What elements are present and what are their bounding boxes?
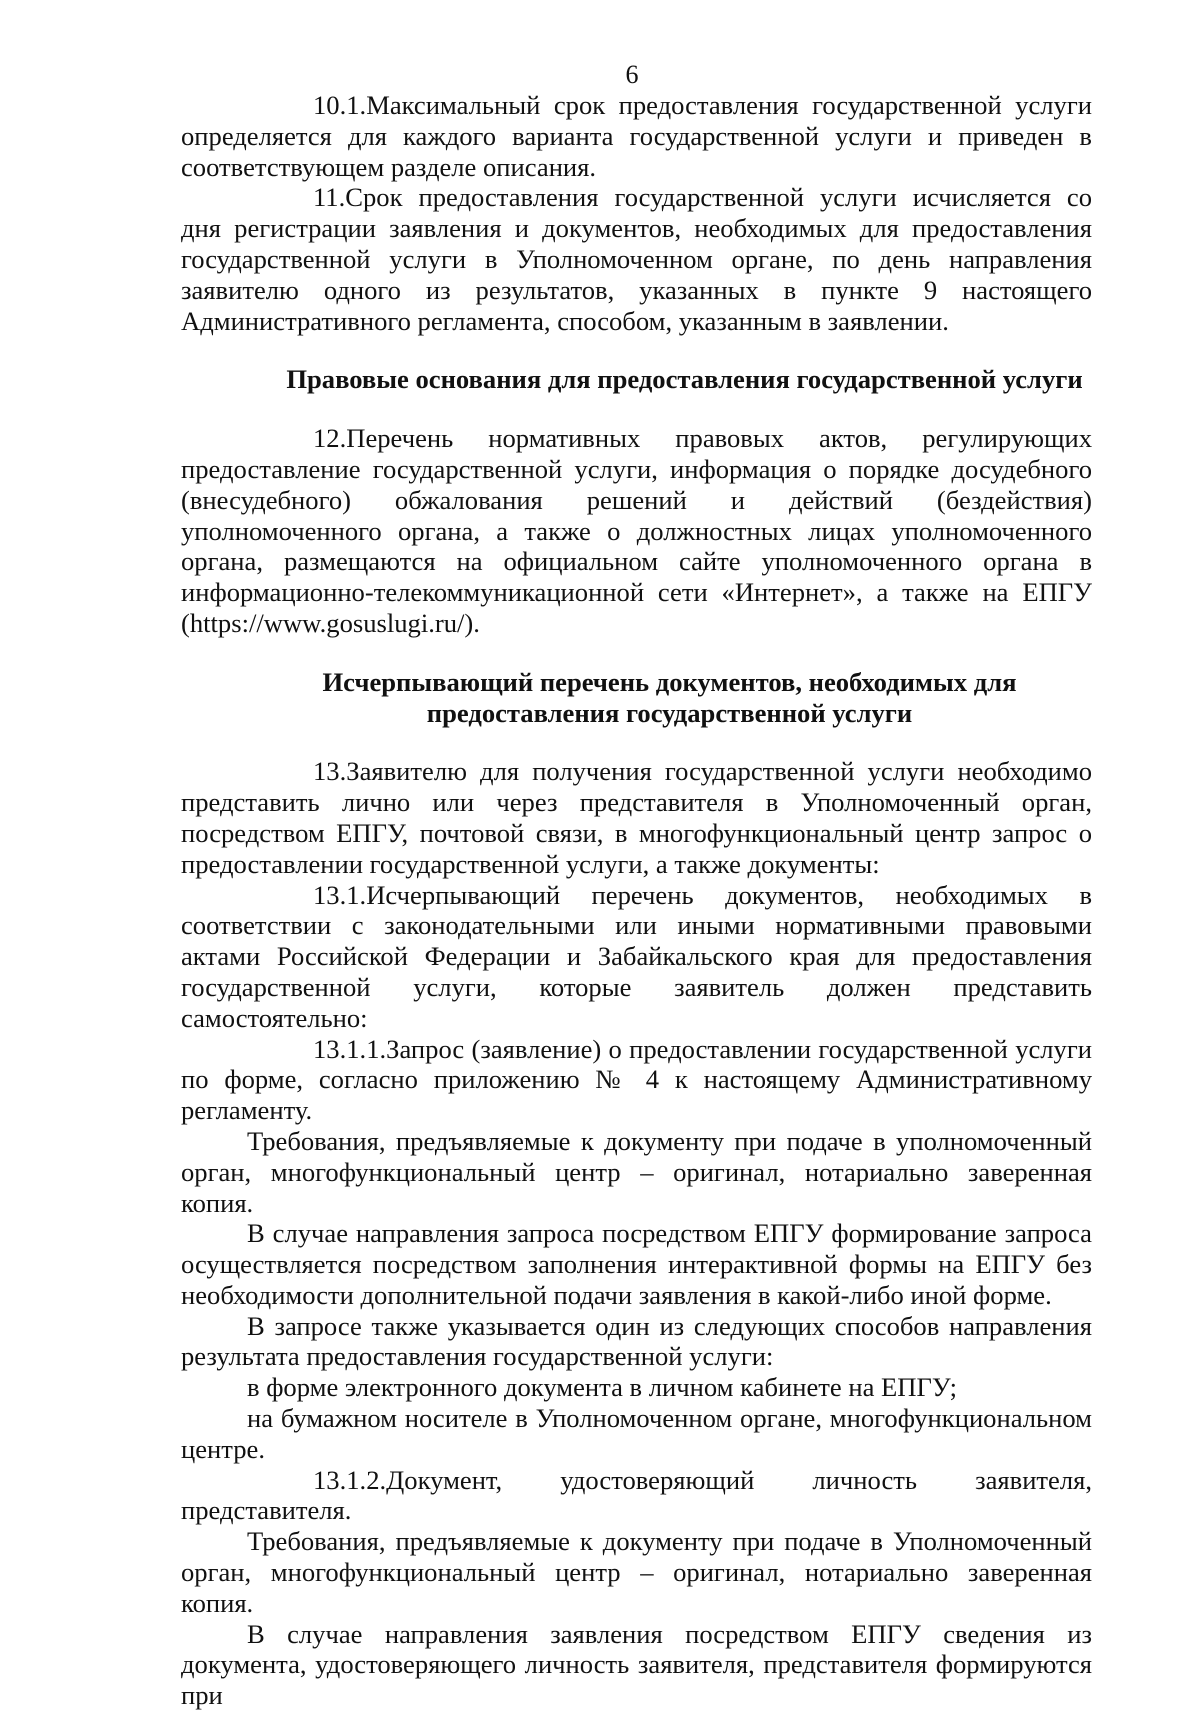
paragraph-10-1: [181, 90, 1092, 182]
paragraph-epgu-request: В случае направления запроса посредством ЕПГУ формирование запроса осуществляется посредством заполнения интерактивной формы на ЕПГУ без необходимости дополнительной подачи заявления в какой-либо иной форме.: [181, 1218, 1092, 1310]
paragraph-marker: 13.1.: [313, 879, 367, 910]
paragraph-method-paper: на бумажном носителе в Уполномоченном органе, многофункциональном центре.: [181, 1403, 1092, 1464]
paragraph-13: [181, 756, 1092, 879]
paragraph-marker: 10.1.: [313, 90, 367, 120]
paragraph-requirements-2: Требования, предъявляемые к документу при подаче в Уполномоченный орган, многофункциональный центр – оригинал, нотариально заверенная копия.: [181, 1526, 1092, 1618]
paragraph-requirements-1: Требования, предъявляемые к документу при подаче в уполномоченный орган, многофункциональный центр – оригинал, нотариально заверенная копия.: [181, 1125, 1092, 1218]
paragraph-marker: 13.: [313, 756, 347, 787]
section-heading-documents-line-1: Исчерпывающий перечень документов, необходимых для: [322, 666, 1017, 697]
paragraph-text: Документ, удостоверяющий личность заявителя, представителя.: [181, 1464, 1092, 1526]
paragraph-marker: 12.: [313, 423, 347, 454]
paragraph-13-1-2: [181, 1465, 1092, 1527]
paragraph-marker: 13.1.1.: [313, 1033, 387, 1064]
section-heading-legal-basis: Правовые основания для предоставления государственной услуги: [286, 364, 1083, 395]
paragraph-text: Срок предоставления государственной услуги исчисляется со дня регистрации заявления и документов, необходимых для предоставления государственной услуги в Уполномоченном органе, по день направления заявителю одного из результатов, указанных в пункте 9 настоящего Административного регламента, способом, указанным в заявлении.: [181, 182, 1092, 336]
paragraph-13-1: [181, 880, 1092, 1034]
paragraph-epgu-identity: В случае направления заявления посредством ЕПГУ сведения из документа, удостоверяющего личность заявителя, представителя формируются при: [181, 1618, 1092, 1711]
paragraph-marker: 11.: [313, 182, 346, 213]
paragraph-text: Максимальный срок предоставления государственной услуги определяется для каждого варианта государственной услуги и приведен в соответствующем разделе описания.: [181, 90, 1092, 182]
paragraph-text: Запрос (заявление) о предоставлении государственной услуги по форме, согласно приложению № 4 к настоящему Административному регламенту.: [181, 1033, 1092, 1126]
paragraph-11: [181, 182, 1092, 336]
paragraph-12: [181, 423, 1092, 639]
paragraph-text: Перечень нормативных правовых актов, регулирующих предоставление государственной услуги, информация о порядке досудебного (внесудебного) обжалования решений и действий (бездействия) уполномоченного органа, а также о должностных лицах уполномоченного органа, размещаются на официальном сайте уполномоченного органа в информационно-телекоммуникационной сети «Интернет», а также на ЕПГУ (https://www.gosuslugi.ru/).: [181, 423, 1092, 638]
document-body: [181, 90, 1092, 1711]
paragraph-methods-intro: В запросе также указывается один из следующих способов направления результата предоставления государственной услуги:: [181, 1310, 1092, 1372]
section-heading-documents-line-2: предоставления государственной услуги: [426, 697, 913, 728]
paragraph-text: Заявителю для получения государственной услуги необходимо представить лично или через представителя в Уполномоченный орган, посредством ЕПГУ, почтовой связи, в многофункциональный центр запрос о предоставлении государственной услуги, а также документы:: [181, 756, 1092, 879]
paragraph-marker: 13.1.2.: [313, 1464, 387, 1495]
page-number: 6: [625, 60, 639, 89]
paragraph-method-electronic: в форме электронного документа в личном кабинете на ЕПГУ;: [247, 1372, 958, 1403]
paragraph-13-1-1: [181, 1034, 1092, 1126]
paragraph-text: Исчерпывающий перечень документов, необходимых в соответствии с законодательными или иными нормативными правовыми актами Российской Федерации и Забайкальского края для предоставления государственной услуги, которые заявитель должен представить самостоятельно:: [181, 879, 1092, 1033]
